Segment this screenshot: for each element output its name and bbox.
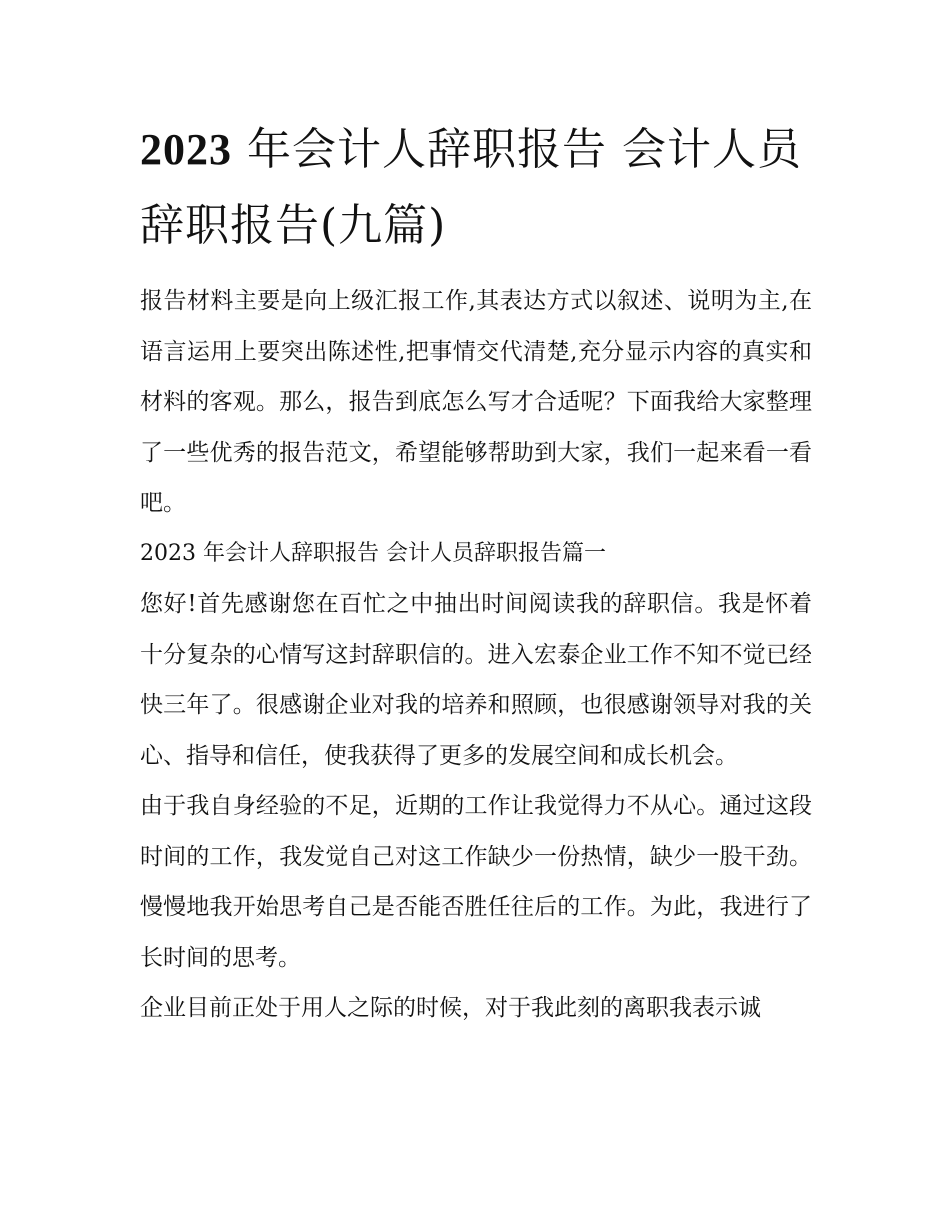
section-heading: 2023 年会计人辞职报告 会计人员辞职报告篇一 <box>140 540 606 566</box>
intro-paragraph: 报告材料主要是向上级汇报工作,其表达方式以叙述、说明为主,在语言运用上要突出陈述性,把事情交代清楚,充分显示内容的真实和材料的客观。那么，报告到底怎么写才合适呢？下面我给大家整理了一些优秀的报告范文，希望能够帮助到大家，我们一起来看一看吧。 <box>140 288 812 516</box>
title-year: 2023 <box>140 125 232 174</box>
title-text: 年会计人辞职报告 会计人员辞职报告(九篇) <box>140 124 802 251</box>
document-body <box>140 276 812 1034</box>
body-paragraph: 由于我自身经验的不足，近期的工作让我觉得力不从心。通过这段时间的工作，我发觉自己对这工作缺少一份热情，缺少一股干劲。慢慢地我开始思考自己是否能否胜任往后的工作。为此，我进行了长时间的思考。 <box>140 793 812 971</box>
body-paragraph: 企业目前正处于用人之际的时候，对于我此刻的离职我表示诚 <box>140 995 761 1021</box>
body-paragraph: 您好!首先感谢您在百忙之中抽出时间阅读我的辞职信。我是怀着十分复杂的心情写这封辞职信的。进入宏泰企业工作不知不觉已经快三年了。很感谢企业对我的培养和照顾，也很感谢领导对我的关心、指导和信任，使我获得了更多的发展空间和成长机会。 <box>140 591 812 769</box>
document-title <box>140 112 820 264</box>
